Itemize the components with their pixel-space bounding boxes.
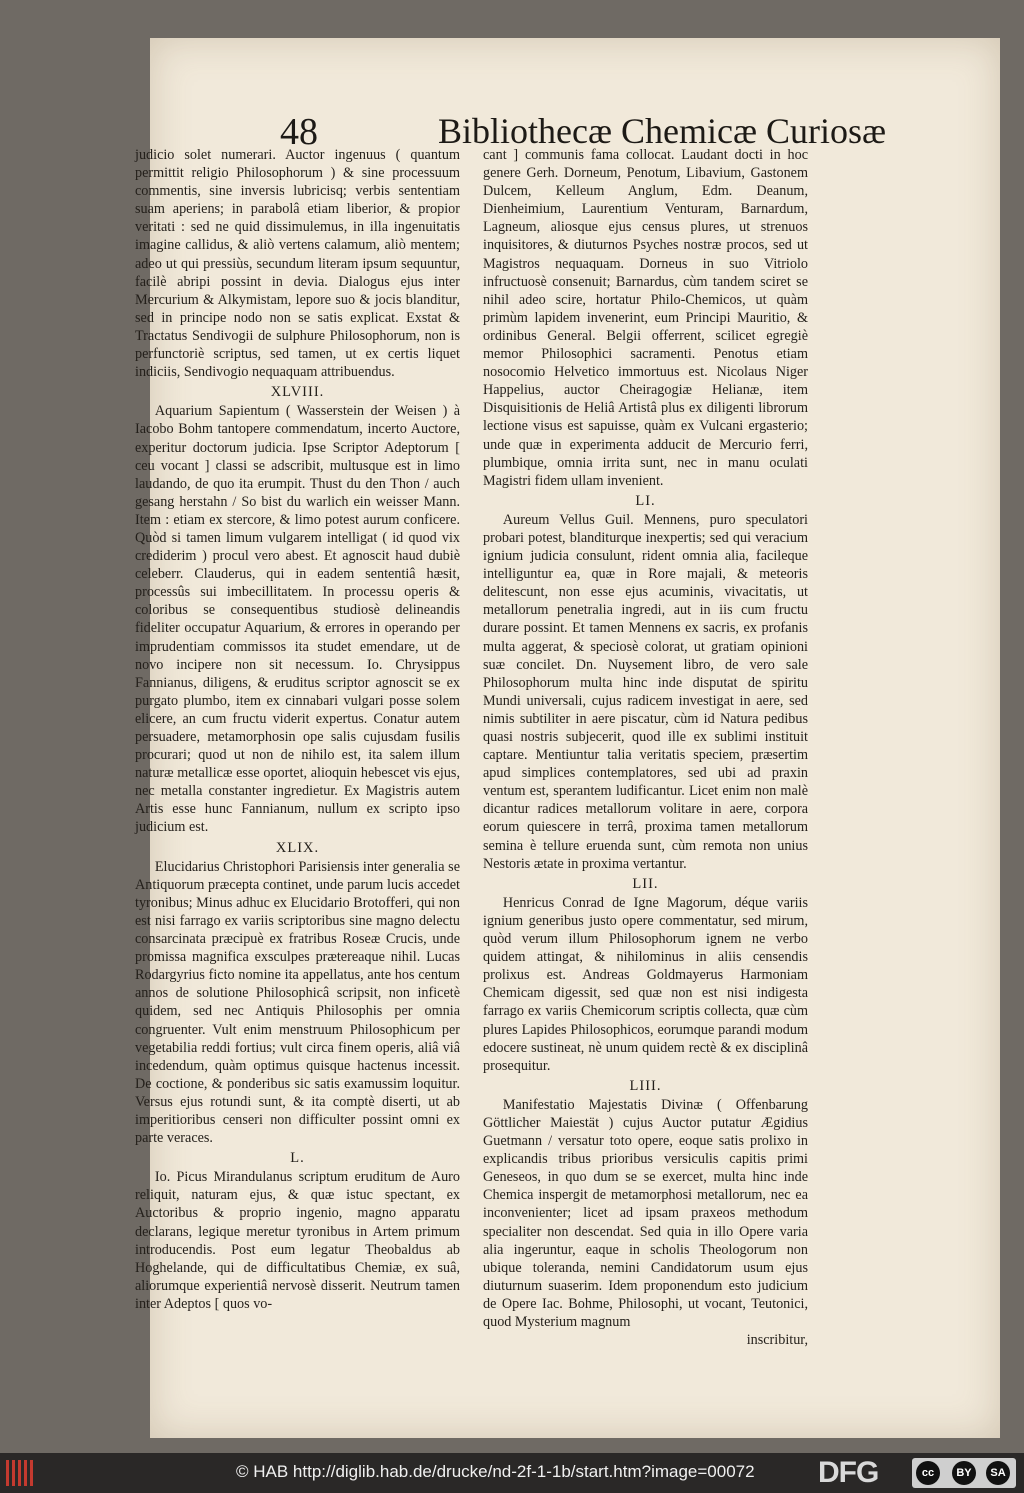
paragraph: Io. Picus Mirandulanus scriptum eruditum de Auro reliquit, naturam ejus, & quæ istuc spectant, ex Auctoribus & proprio ingenio, magno apparatu declarans, legique meretur tyronibus in Artem primum introducendis. Post eum legatur Theobaldus ab Hoghelande, qui de difficultatibus Chemiæ, ex suâ, aliorumque experientiâ nervosè disserit. Neutrum tamen inter Adeptos [ quos vo- bbox=[135, 1169, 460, 1312]
cc-license-badge[interactable] bbox=[912, 1458, 1016, 1488]
paragraph: Aureum Vellus Guil. Mennens, puro speculatori probari potest, blanditurque inexpertis; sed qui veracium ignium judicia consulunt, rident omnia alia, facileque intelliguntur ea, quæ in Rore majali, & meteoris delitescunt, non esse ejus acuminis, vivacitatis, ut metallorum penetralia ingredi, aut in iis cum fructu durare possint. Et tamen Mennens ex sacris, ex profanis multa aggerat, & speciosè colorat, ut gratiam opinioni suæ concilet. Dn. Nuysement libro, de vero sale Philosophorum multa hinc inde disputat de spiritu Mundi universali, cujus radicem investigat in aere, sed nimis subtiliter in aere piscatur, cùm id Natura pedibus quasi nostris subjecerit, quod ille ex sublimi instituit captare. Mentiuntur talia veritatis speciem, præsertim apud simplices contemplatores, sed ubi ad praxin ventum est, sperantem ludificantur. Licet enim non malè dicantur radices metallorum volitare in aere, corpora eorum quiescere in terrâ, proxima tamen metallorum semina è tellure eruenda sunt, cùm remota non unius Nestoris ætate in proxima vertantur. bbox=[483, 511, 808, 872]
paragraph: Elucidarius Christophori Parisiensis inter generalia se Antiquorum præcepta continet, unde parum lucis accedet tyronibus; Minus adhuc ex Elucidario Brotofferi, qui non est nisi farrago ex variis scriptoribus sine magno delectu consarcinata præcipuè ex fratribus Roseæ Crucis, unde promissa magnifica exsculpes prætereaque nihil. Lucas Rodargyrius ficto nomine ita appellatus, ante hos centum annos de solutione Philosophicâ scripsit, non inficetè quidem, sed nec Antiquis Philosophis per omnia congruenter. Vult enim menstruum Philosophicum per vegetabilia reddi fortius; vult circa finem operis, aliâ viâ incedendum, quàm optimus quisque hactenus incessit. De coctione, & ponderibus sic satis examussim loquitur. Versus ejus rotundi sunt, & ita comptè diserti, ut ab imperitioribus censeri non difficulter possint omni ex parte veraces. bbox=[135, 858, 460, 1147]
paragraph: Aquarium Sapientum ( Wasserstein der Weisen ) à Iacobo Bohm tantopere commendatum, incerto Auctore, experitur doctorum judicia. Ipse Scriptor Adeptorum [ ceu vocant ] classi se adscribit, multusque est in limo laudando, de quo ita erumpit. Thust du den Thon / auch gesang herstahn / So bist du warlich ein weisser Mann. Item : etiam ex stercore, & limo potest aurum conficere. Quòd si tamen limum vulgarem intelligat ( id quod vix crediderim ) procul vero abest. Et agnoscit haud dubiè celeberr. Clauderus, qui in eadem sententiâ hæsit, processûs sui imbecillitatem. In processu operis & coloribus se consequentibus studiosè delineandis fideliter occupatur Aquarium, & errores in operando per imprudentiam commissos ita studet emendare, ut de novo incipere non sit necessum. Io. Chrysippus Fannianus, diligens, & eruditus scriptor agnoscit se ex purgato plumbo, item ex cinnabari vulgari posse solem elicere, an cum fructu viderit expertus. Conatur autem persuadere, metamorphosin ope salis cujusdam fusilis procurari; quod ut non de nihilo est, ita salem illum naturæ metallicæ esse oportet, alioquin hebescet vis ejus, nec metalla constanter ingredietur. Ex Magistris autem Artis esse hunc Fannianum, nullum ex scripto ipso judicium est. bbox=[135, 403, 460, 836]
paragraph: Manifestatio Majestatis Divinæ ( Offenbarung Göttlicher Maiestät ) cujus Auctor putatur Ægidius Guetmann / versatur toto opere, eoque satis prolixo in explicandis tribus prioribus versiculis capitis primi Geneseos, in quo dum se se exercet, multa hinc inde Chemica inspergit de metamorphosi metallorum, nec ea inconvenienter; licet ad ipsam praxeos methodum specialiter non descendat. Sed quia in illo Opere varia alia ingeruntur, eaque in scholis Theologorum non ubique toleranda, nemini Candidatorum usum ejus diuturnum suaserim. Idem proponendum esto judicium de Opere Iac. Bohme, Philosophi, ut vocant, Teutonici, quod Mysterium magnum bbox=[483, 1096, 808, 1330]
section-number: LI. bbox=[635, 492, 656, 509]
sa-icon: SA bbox=[986, 1461, 1010, 1485]
section-number: XLVIII. bbox=[270, 384, 325, 401]
page-number: 48 bbox=[280, 111, 318, 153]
running-title: Bibliothecæ Chemicæ Curiosæ bbox=[438, 111, 886, 151]
paragraph: cant ] communis fama collocat. Laudant docti in hoc genere Gerh. Dorneum, Penotum, Libavium, Gastonem Dulcem, Kelleum Anglum, Edm. Deanum, Dienheimium, Laurentium Venturam, Barnardum, Lagneum, aliosque ejus census plures, ut strenuos inquisitores, & diuturnos Psyches nostræ procos, sed ut Magistros nequaquam. Dorneus in suo Vitriolo infructuosè consenuit; Barnardus, cùm tandem sciret se nihil adeo scire, hortatur Philo-Chemicos, ut quàm primùm lapidem invenerint, eum Principi Mauritio, & ordinibus General. Belgii offerrent, scilicet egregiè memor Philosophici sacramenti. Penotus etiam nosocomio Helvetico immortuus est. Nicolaus Niger Happelius, auctor Cheiragogiæ Helianæ, item Disquisitionis de Heliâ Artistâ plus ex diligenti librorum lectione visus est sapuisse, quàm ex Vulcani ergasterio; unde quæ in experimenta adducit de Mercurio ferri, plumbique, omnia irrita sunt, nec in manu oculati Magistri fidem ullam invenient. bbox=[483, 147, 808, 489]
copyright-link[interactable]: © HAB http://diglib.hab.de/drucke/nd-2f-1-1b/start.htm?image=00072 bbox=[236, 1462, 755, 1481]
right-column bbox=[483, 146, 808, 1349]
by-icon: BY bbox=[952, 1461, 976, 1485]
paragraph: Henricus Conrad de Igne Magorum, déque variis ignium generibus justo opere commentatur, sed mirum, quòd verum illum Philosophorum ignem ne verbo quidem attingat, & nihilominus in aliis censendis prolixus est. Andreas Goldmayerus Harmoniam Chemicam digessit, sed quæ non est nisi indigesta farrago ex variis Chemicorum scriptis collecta, quæ cùm plures Lapides Philosophicos, eorumque parandi modum edocere sustineat, nè unum quidem rectè & ex disciplinâ prosequitur. bbox=[483, 894, 808, 1074]
cc-icon: cc bbox=[916, 1461, 940, 1485]
viewer-footer bbox=[0, 1453, 1024, 1493]
catchword-row bbox=[483, 1331, 808, 1349]
left-column bbox=[135, 146, 460, 1312]
paragraph: judicio solet numerari. Auctor ingenuus ( quantum permittit religio Philosophorum ) & sine processuum commentis, sine inversis lubricisq; verbis sententiam suam aperiens; in parabolâ etiam liberior, & propior veritati : sed ne quid dissimulemus, in illa ingenuitatis imagine callidus, & aliò vertens calamum, aliò mentem; adeo ut qui pressiùs, secundum literam ipsum sequuntur, facilè abripi possint in devia. Dialogus ejus inter Mercurium & Alkymistam, lepore suo & jocis blanditur, sed in principe nodo non se satis explicat. Exstat & Tractatus Sendivogii de sulphure Philosophorum, non is perfunctoriè scriptus, sed tamen, ut ex certis liquet indiciis, Sendivogio nequaquam attribuendus. bbox=[135, 147, 460, 381]
catchword: inscribitur, bbox=[746, 1332, 808, 1349]
section-number: LII. bbox=[632, 875, 659, 892]
section-number: XLIX. bbox=[275, 839, 320, 856]
section-number: L. bbox=[290, 1150, 305, 1167]
section-number: LIII. bbox=[629, 1077, 662, 1094]
barcode-logo-icon bbox=[6, 1460, 36, 1486]
dfg-logo: DFG bbox=[818, 1456, 879, 1489]
